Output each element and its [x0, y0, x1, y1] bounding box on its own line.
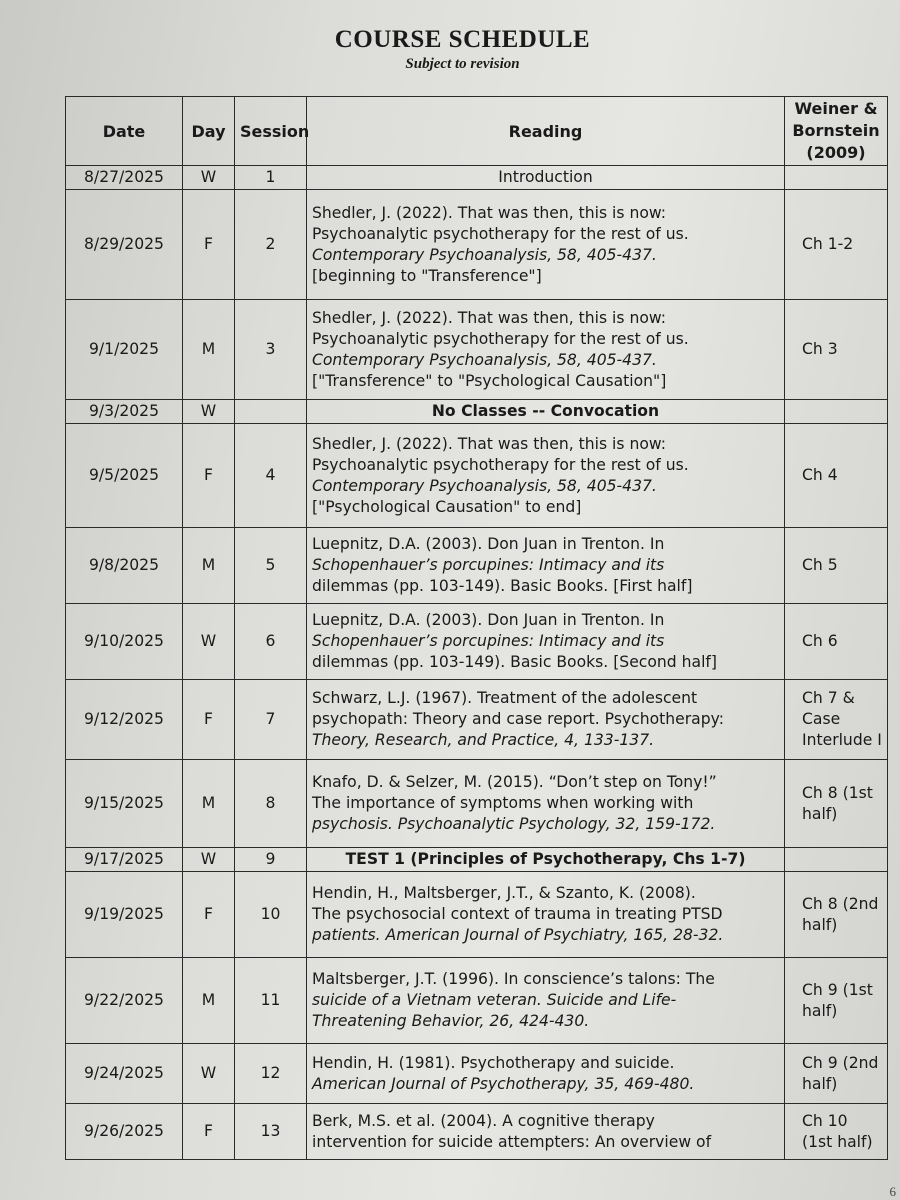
row-chapter: Ch 10 (1st half): [785, 1104, 888, 1160]
row-reading: Shedler, J. (2022). That was then, this is now: Psychoanalytic psychotherapy for the rest of us. Contemporary Psychoanalysis, 58, 405-437. ["Transference" to "Psychological Causation"]: [307, 300, 785, 400]
row-session: 13: [235, 1104, 307, 1160]
row-date: 9/26/2025: [66, 1104, 183, 1160]
row-reading: Luepnitz, D.A. (2003). Don Juan in Trenton. In Schopenhauer’s porcupines: Intimacy and its dilemmas (pp. 103-149). Basic Books. [Second half]: [307, 604, 785, 680]
row-session: 8: [235, 760, 307, 848]
row-date: 9/19/2025: [66, 872, 183, 958]
row-chapter: [785, 848, 888, 872]
row-date: 9/12/2025: [66, 680, 183, 760]
table-row: [66, 958, 888, 1044]
table-row: [66, 400, 888, 424]
table-row: [66, 1044, 888, 1104]
row-reading: Knafo, D. & Selzer, M. (2015). “Don’t step on Tony!” The importance of symptoms when working with psychosis. Psychoanalytic Psychology, 32, 159-172.: [307, 760, 785, 848]
row-reading: Schwarz, L.J. (1967). Treatment of the adolescent psychopath: Theory and case report. Psychotherapy: Theory, Research, and Practice, 4, 133-137.: [307, 680, 785, 760]
page-number: 6: [889, 1184, 896, 1199]
row-chapter: [785, 166, 888, 190]
row-reading: Shedler, J. (2022). That was then, this is now: Psychoanalytic psychotherapy for the rest of us. Contemporary Psychoanalysis, 58, 405-437. [beginning to "Transference"]: [307, 190, 785, 300]
row-session: 1: [235, 166, 307, 190]
row-date: 9/8/2025: [66, 528, 183, 604]
table-header-row: [66, 97, 888, 166]
row-date: 9/17/2025: [66, 848, 183, 872]
row-day: M: [183, 528, 235, 604]
row-session: 5: [235, 528, 307, 604]
row-chapter: Ch 9 (2nd half): [785, 1044, 888, 1104]
header-reading: Reading: [307, 97, 785, 166]
row-date: 8/27/2025: [66, 166, 183, 190]
row-day: M: [183, 958, 235, 1044]
row-date: 9/15/2025: [66, 760, 183, 848]
row-session: 7: [235, 680, 307, 760]
row-session: 4: [235, 424, 307, 528]
header-session: Session: [235, 97, 307, 166]
table-row: [66, 1104, 888, 1160]
row-session: 2: [235, 190, 307, 300]
row-date: 9/3/2025: [66, 400, 183, 424]
row-chapter: Ch 1-2: [785, 190, 888, 300]
table-row: [66, 190, 888, 300]
row-date: 9/22/2025: [66, 958, 183, 1044]
table-row: [66, 680, 888, 760]
row-date: 9/1/2025: [66, 300, 183, 400]
row-chapter: [785, 400, 888, 424]
row-reading: TEST 1 (Principles of Psychotherapy, Chs 1-7): [307, 848, 785, 872]
row-date: 8/29/2025: [66, 190, 183, 300]
row-day: W: [183, 604, 235, 680]
page-subtitle: Subject to revision: [405, 56, 520, 72]
row-day: F: [183, 190, 235, 300]
row-day: W: [183, 1044, 235, 1104]
row-reading: Hendin, H. (1981). Psychotherapy and suicide. American Journal of Psychotherapy, 35, 469-480.: [307, 1044, 785, 1104]
row-session: 11: [235, 958, 307, 1044]
row-day: F: [183, 424, 235, 528]
table-row: [66, 872, 888, 958]
row-day: M: [183, 300, 235, 400]
row-chapter: Ch 9 (1st half): [785, 958, 888, 1044]
row-chapter: Ch 6: [785, 604, 888, 680]
row-chapter: Ch 3: [785, 300, 888, 400]
table-row: [66, 166, 888, 190]
table-row: [66, 424, 888, 528]
row-day: F: [183, 1104, 235, 1160]
row-day: M: [183, 760, 235, 848]
row-chapter: Ch 7 & Case Interlude I: [785, 680, 888, 760]
row-reading: Luepnitz, D.A. (2003). Don Juan in Trenton. In Schopenhauer’s porcupines: Intimacy and its dilemmas (pp. 103-149). Basic Books. [First half]: [307, 528, 785, 604]
row-chapter: Ch 8 (1st half): [785, 760, 888, 848]
row-session: 3: [235, 300, 307, 400]
header-date: Date: [66, 97, 183, 166]
row-day: W: [183, 848, 235, 872]
table-row: [66, 848, 888, 872]
row-session: 10: [235, 872, 307, 958]
row-chapter: Ch 5: [785, 528, 888, 604]
row-date: 9/24/2025: [66, 1044, 183, 1104]
table-row: [66, 528, 888, 604]
row-date: 9/10/2025: [66, 604, 183, 680]
row-reading: No Classes -- Convocation: [307, 400, 785, 424]
row-day: F: [183, 680, 235, 760]
row-session: 9: [235, 848, 307, 872]
row-reading: Maltsberger, J.T. (1996). In conscience’s talons: The suicide of a Vietnam veteran. Suicide and Life- Threatening Behavior, 26, 424-430.: [307, 958, 785, 1044]
row-session: [235, 400, 307, 424]
header-day: Day: [183, 97, 235, 166]
table-row: [66, 604, 888, 680]
table-row: [66, 300, 888, 400]
row-session: 6: [235, 604, 307, 680]
row-day: F: [183, 872, 235, 958]
page-title: COURSE SCHEDULE: [334, 26, 591, 53]
row-day: W: [183, 400, 235, 424]
row-reading: Introduction: [307, 166, 785, 190]
schedule-table: [65, 96, 888, 1160]
row-session: 12: [235, 1044, 307, 1104]
row-day: W: [183, 166, 235, 190]
row-chapter: Ch 8 (2nd half): [785, 872, 888, 958]
table-row: [66, 760, 888, 848]
row-chapter: Ch 4: [785, 424, 888, 528]
header-weiner-bornstein: Weiner & Bornstein (2009): [785, 97, 888, 166]
row-reading: Shedler, J. (2022). That was then, this is now: Psychoanalytic psychotherapy for the rest of us. Contemporary Psychoanalysis, 58, 405-437. ["Psychological Causation" to end]: [307, 424, 785, 528]
row-date: 9/5/2025: [66, 424, 183, 528]
row-reading: Hendin, H., Maltsberger, J.T., & Szanto, K. (2008). The psychosocial context of trauma in treating PTSD patients. American Journal of Psychiatry, 165, 28-32.: [307, 872, 785, 958]
row-reading: Berk, M.S. et al. (2004). A cognitive therapy intervention for suicide attempters: An overview of: [307, 1104, 785, 1160]
